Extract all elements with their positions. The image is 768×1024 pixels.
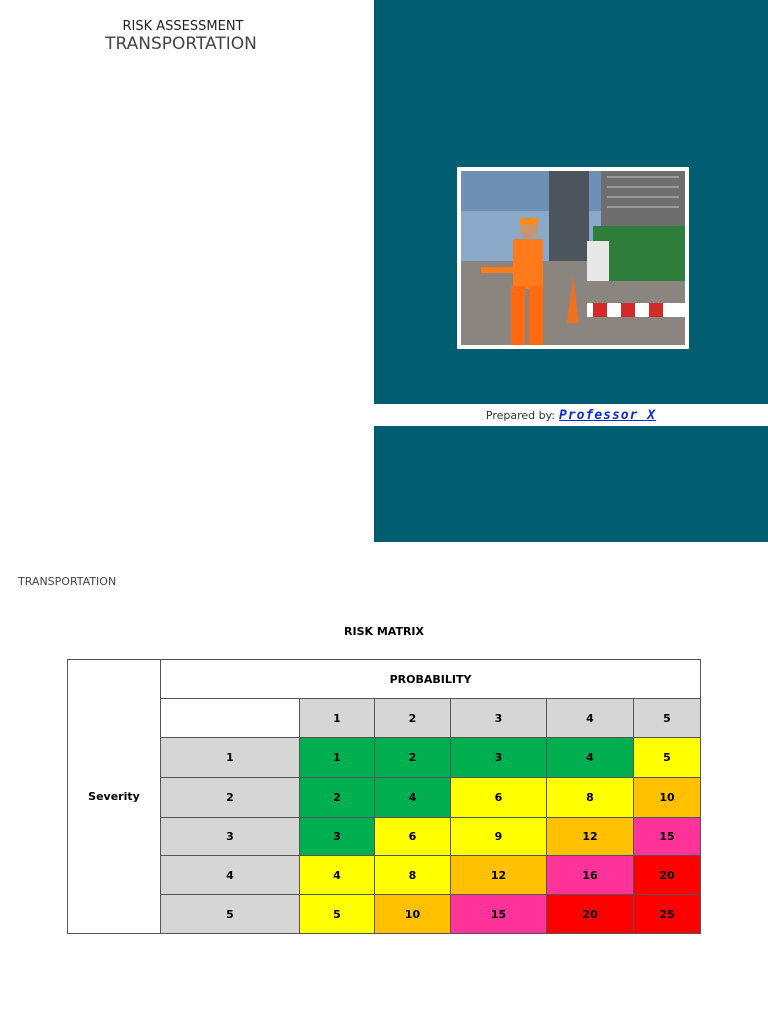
risk-cell: 2 bbox=[300, 778, 375, 818]
probability-header: 1 bbox=[300, 699, 375, 738]
risk-cell: 20 bbox=[547, 895, 634, 934]
page-header: TRANSPORTATION bbox=[18, 575, 117, 588]
document-label: RISK ASSESSMENT bbox=[122, 19, 244, 34]
construction-site-photo-icon bbox=[461, 171, 685, 345]
risk-cell: 3 bbox=[451, 738, 547, 778]
risk-cell: 5 bbox=[300, 895, 375, 934]
matrix-title: RISK MATRIX bbox=[344, 625, 424, 638]
probability-header: 5 bbox=[634, 699, 701, 738]
cover-photo bbox=[457, 167, 689, 349]
severity-header: 4 bbox=[161, 856, 300, 895]
blank-corner-cell bbox=[161, 699, 300, 738]
risk-cell: 3 bbox=[300, 818, 375, 856]
risk-cell: 6 bbox=[375, 818, 451, 856]
risk-cell: 15 bbox=[451, 895, 547, 934]
risk-cell: 2 bbox=[375, 738, 451, 778]
risk-cell: 4 bbox=[300, 856, 375, 895]
risk-cell: 16 bbox=[547, 856, 634, 895]
risk-cell: 10 bbox=[634, 778, 701, 818]
severity-header: 1 bbox=[161, 738, 300, 778]
severity-header: 3 bbox=[161, 818, 300, 856]
cover-left-panel bbox=[0, 0, 374, 542]
probability-header: 3 bbox=[451, 699, 547, 738]
risk-cell: 9 bbox=[451, 818, 547, 856]
risk-cell: 6 bbox=[451, 778, 547, 818]
risk-cell: 20 bbox=[634, 856, 701, 895]
severity-header: 5 bbox=[161, 895, 300, 934]
risk-cell: 4 bbox=[547, 738, 634, 778]
severity-label: Severity bbox=[68, 660, 161, 934]
risk-cell: 1 bbox=[300, 738, 375, 778]
probability-header: 2 bbox=[375, 699, 451, 738]
risk-cell: 8 bbox=[375, 856, 451, 895]
document-title: TRANSPORTATION bbox=[105, 34, 257, 54]
risk-matrix-table bbox=[67, 659, 701, 934]
risk-cell: 8 bbox=[547, 778, 634, 818]
risk-cell: 25 bbox=[634, 895, 701, 934]
probability-label: PROBABILITY bbox=[161, 660, 701, 699]
risk-cell: 15 bbox=[634, 818, 701, 856]
risk-cell: 12 bbox=[547, 818, 634, 856]
risk-cell: 5 bbox=[634, 738, 701, 778]
probability-header: 4 bbox=[547, 699, 634, 738]
risk-cell: 12 bbox=[451, 856, 547, 895]
risk-cell: 4 bbox=[375, 778, 451, 818]
severity-header: 2 bbox=[161, 778, 300, 818]
prepared-by-bar bbox=[374, 404, 768, 426]
author-link[interactable]: Professor X bbox=[559, 407, 657, 423]
risk-cell: 10 bbox=[375, 895, 451, 934]
prepared-by-label: Prepared by: bbox=[485, 408, 556, 422]
